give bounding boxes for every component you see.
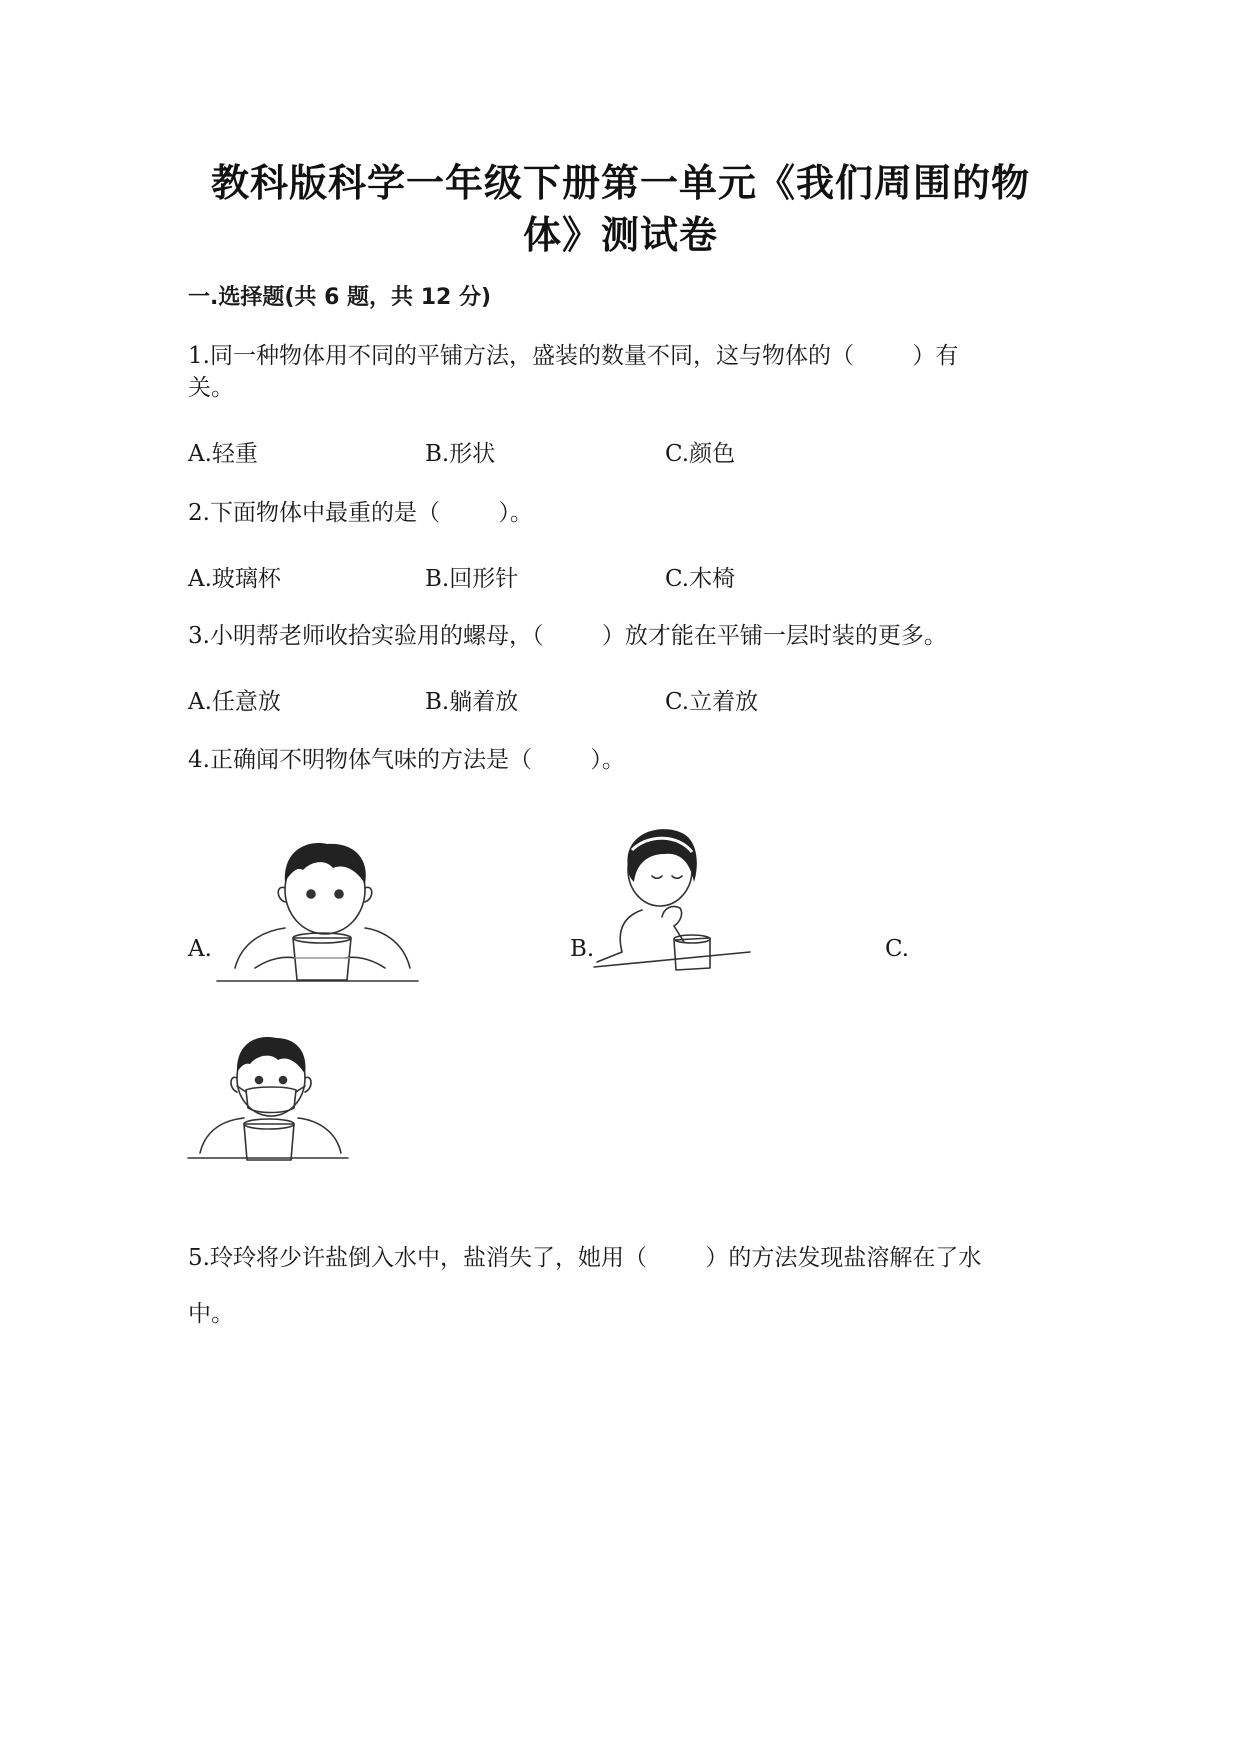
question-1-option-c: C.颜色: [665, 441, 736, 467]
question-2-text: 2.下面物体中最重的是（ ）。: [188, 500, 533, 526]
page-title-line-1: 教科版科学一年级下册第一单元《我们周围的物: [210, 161, 1030, 205]
girl-wafting-smell-illustration: [592, 822, 752, 972]
question-3-option-b: B.躺着放: [425, 689, 519, 715]
question-3-option-a: A.任意放: [188, 689, 281, 715]
boy-sniffing-cup-illustration: [215, 818, 420, 988]
question-1-text-cont: 关。: [188, 375, 234, 401]
boy-wearing-mask-illustration: [186, 1028, 351, 1170]
question-2-option-c: C.木椅: [665, 566, 736, 592]
question-2-option-b: B.回形针: [425, 566, 519, 592]
question-1-option-a: A.轻重: [188, 441, 258, 467]
section-heading: 一.选择题(共 6 题，共 12 分): [188, 285, 492, 310]
question-4-option-b: B.: [570, 936, 595, 962]
question-1-text: 1.同一种物体用不同的平铺方法，盛装的数量不同，这与物体的（ ）有: [188, 343, 959, 369]
question-4-option-c: C.: [885, 936, 910, 962]
question-1-option-b: B.形状: [425, 441, 496, 467]
question-3-text: 3.小明帮老师收拾实验用的螺母，（ ）放才能在平铺一层时装的更多。: [188, 623, 947, 649]
question-2-option-a: A.玻璃杯: [188, 566, 281, 592]
page-title-line-2: 体》测试卷: [522, 213, 718, 257]
question-5-text: 5.玲玲将少许盐倒入水中，盐消失了，她用（ ）的方法发现盐溶解在了水: [188, 1245, 982, 1271]
question-5-text-cont: 中。: [188, 1301, 234, 1327]
question-4-text: 4.正确闻不明物体气味的方法是（ ）。: [188, 747, 625, 773]
question-4-option-a: A.: [188, 936, 212, 962]
question-3-option-c: C.立着放: [665, 689, 759, 715]
